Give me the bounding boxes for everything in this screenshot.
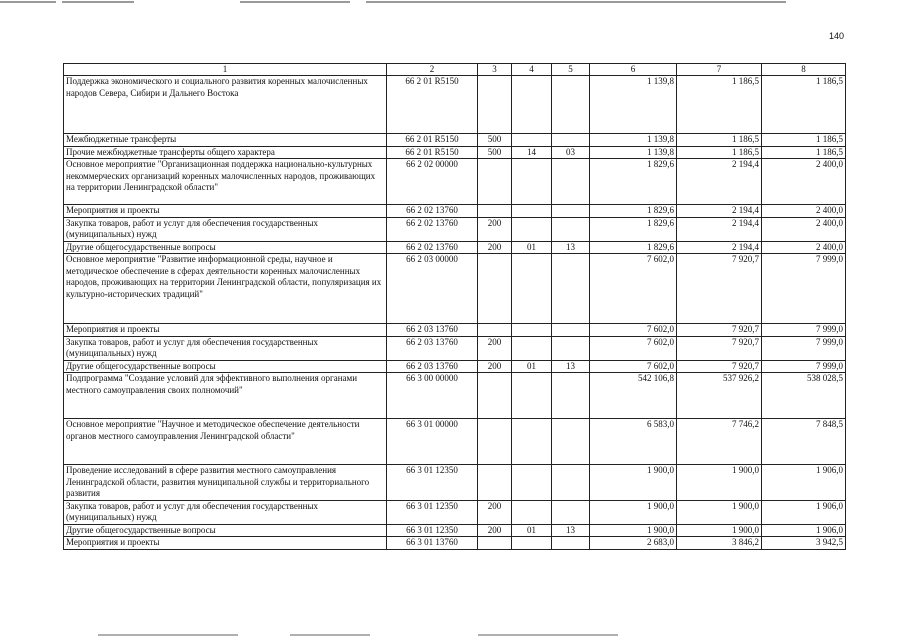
row-expense-type-cell: [478, 159, 512, 205]
row-value-col6: 7 602,0: [590, 324, 677, 337]
row-value-col8: 1 906,0: [762, 465, 846, 501]
row-value-col7: 7 920,7: [677, 254, 762, 324]
row-subsection-cell: [552, 419, 590, 465]
row-value-col7: 7 920,7: [677, 324, 762, 337]
column-header: 8: [762, 64, 846, 76]
row-value-col8: 7 999,0: [762, 254, 846, 324]
row-subsection-cell: 03: [552, 146, 590, 159]
row-value-col8: 7 999,0: [762, 360, 846, 373]
row-section-cell: [512, 254, 552, 324]
row-section-cell: 01: [512, 241, 552, 254]
table-row: [64, 76, 846, 134]
row-expense-type-cell: [478, 254, 512, 324]
row-value-col6: 1 829,6: [590, 159, 677, 205]
table-row: [64, 373, 846, 419]
scan-edge-line: [0, 1, 56, 3]
row-value-col6: 2 683,0: [590, 537, 677, 550]
row-subsection-cell: [552, 336, 590, 360]
row-subsection-cell: [552, 134, 590, 147]
row-value-col7: 2 194,4: [677, 205, 762, 218]
row-value-col7: 3 846,2: [677, 537, 762, 550]
scan-edge-line: [62, 1, 134, 3]
row-section-cell: [512, 373, 552, 419]
row-expense-type-cell: [478, 465, 512, 501]
row-subsection-cell: 13: [552, 241, 590, 254]
row-code-cell: 66 2 02 00000: [387, 159, 478, 205]
row-section-cell: [512, 500, 552, 524]
row-section-cell: [512, 465, 552, 501]
table-row: [64, 524, 846, 537]
row-section-cell: [512, 419, 552, 465]
row-name-cell: Закупка товаров, работ и услуг для обеспечения государственных (муниципальных) нужд: [64, 217, 387, 241]
row-code-cell: 66 3 01 12350: [387, 465, 478, 501]
row-section-cell: [512, 205, 552, 218]
column-header: 5: [552, 64, 590, 76]
row-expense-type-cell: 200: [478, 524, 512, 537]
table-row: [64, 324, 846, 337]
row-name-cell: Другие общегосударственные вопросы: [64, 241, 387, 254]
row-value-col8: 7 848,5: [762, 419, 846, 465]
table-row: [64, 254, 846, 324]
row-expense-type-cell: 200: [478, 241, 512, 254]
header-row: [64, 64, 846, 76]
row-value-col8: 538 028,5: [762, 373, 846, 419]
budget-table: [63, 63, 846, 550]
row-code-cell: 66 2 02 13760: [387, 217, 478, 241]
row-code-cell: 66 2 01 R5150: [387, 76, 478, 134]
row-name-cell: Поддержка экономического и социального развития коренных малочисленных народов Севера, Сибири и Дальнего Востока: [64, 76, 387, 134]
row-value-col8: 7 999,0: [762, 336, 846, 360]
row-code-cell: 66 2 02 13760: [387, 205, 478, 218]
table-row: [64, 537, 846, 550]
row-expense-type-cell: 500: [478, 134, 512, 147]
row-expense-type-cell: 200: [478, 217, 512, 241]
row-value-col7: 1 900,0: [677, 500, 762, 524]
row-subsection-cell: [552, 465, 590, 501]
row-section-cell: [512, 134, 552, 147]
row-value-col7: 2 194,4: [677, 241, 762, 254]
scan-edge-line: [98, 634, 238, 636]
row-code-cell: 66 3 01 00000: [387, 419, 478, 465]
row-value-col8: 2 400,0: [762, 159, 846, 205]
row-name-cell: Основное мероприятие "Организационная поддержка национально-культурных некоммерческих организаций коренных малочисленных народов, проживающих на территории Ленинградской области": [64, 159, 387, 205]
row-name-cell: Подпрограмма "Создание условий для эффективного выполнения органами местного самоуправления своих полномочий": [64, 373, 387, 419]
row-section-cell: [512, 537, 552, 550]
row-value-col6: 1 900,0: [590, 500, 677, 524]
page-number: 140: [829, 31, 845, 41]
table-row: [64, 500, 846, 524]
row-value-col8: 2 400,0: [762, 205, 846, 218]
row-subsection-cell: [552, 373, 590, 419]
row-code-cell: 66 2 03 13760: [387, 360, 478, 373]
row-name-cell: Проведение исследований в сфере развития местного самоуправления Ленинградской области, развития муниципальной службы и территориального развития: [64, 465, 387, 501]
row-value-col7: 7 920,7: [677, 336, 762, 360]
row-value-col7: 1 186,5: [677, 146, 762, 159]
column-header: 7: [677, 64, 762, 76]
row-expense-type-cell: [478, 205, 512, 218]
row-expense-type-cell: [478, 537, 512, 550]
scan-edge-line: [240, 1, 350, 3]
row-section-cell: [512, 336, 552, 360]
row-value-col6: 1 829,6: [590, 217, 677, 241]
row-value-col7: 1 900,0: [677, 524, 762, 537]
row-section-cell: [512, 159, 552, 205]
row-value-col7: 1 900,0: [677, 465, 762, 501]
row-value-col8: 2 400,0: [762, 241, 846, 254]
row-code-cell: 66 2 03 13760: [387, 336, 478, 360]
row-value-col6: 7 602,0: [590, 336, 677, 360]
row-name-cell: Закупка товаров, работ и услуг для обеспечения государственных (муниципальных) нужд: [64, 500, 387, 524]
row-name-cell: Мероприятия и проекты: [64, 537, 387, 550]
row-subsection-cell: [552, 217, 590, 241]
table-row: [64, 419, 846, 465]
row-code-cell: 66 2 03 00000: [387, 254, 478, 324]
row-code-cell: 66 3 01 13760: [387, 537, 478, 550]
row-value-col7: 2 194,4: [677, 217, 762, 241]
row-expense-type-cell: 200: [478, 500, 512, 524]
row-value-col6: 1 829,6: [590, 205, 677, 218]
row-section-cell: 01: [512, 524, 552, 537]
row-name-cell: Закупка товаров, работ и услуг для обеспечения государственных (муниципальных) нужд: [64, 336, 387, 360]
column-header: 2: [387, 64, 478, 76]
table-row: [64, 205, 846, 218]
row-subsection-cell: [552, 254, 590, 324]
row-name-cell: Мероприятия и проекты: [64, 205, 387, 218]
row-value-col7: 2 194,4: [677, 159, 762, 205]
row-expense-type-cell: 200: [478, 336, 512, 360]
row-expense-type-cell: 500: [478, 146, 512, 159]
table-row: [64, 134, 846, 147]
row-expense-type-cell: [478, 324, 512, 337]
scan-edge-line: [290, 634, 370, 636]
row-code-cell: 66 2 01 R5150: [387, 146, 478, 159]
row-section-cell: [512, 217, 552, 241]
row-value-col6: 1 900,0: [590, 465, 677, 501]
row-subsection-cell: [552, 76, 590, 134]
row-value-col6: 1 139,8: [590, 146, 677, 159]
row-name-cell: Основное мероприятие "Научное и методическое обеспечение деятельности органов местного самоуправления Ленинградской области": [64, 419, 387, 465]
row-code-cell: 66 2 01 R5150: [387, 134, 478, 147]
row-value-col8: 7 999,0: [762, 324, 846, 337]
row-name-cell: Основное мероприятие "Развитие информационной среды, научное и методическое обеспечение в сферах деятельности коренных малочисленных народов, проживающих на территории Ленинградской области, популяризация их культурно-исторических традиций": [64, 254, 387, 324]
row-subsection-cell: [552, 324, 590, 337]
row-value-col8: 1 906,0: [762, 500, 846, 524]
row-value-col6: 7 602,0: [590, 360, 677, 373]
table-row: [64, 146, 846, 159]
row-value-col7: 1 186,5: [677, 134, 762, 147]
row-value-col6: 542 106,8: [590, 373, 677, 419]
row-value-col8: 1 186,5: [762, 146, 846, 159]
row-value-col8: 1 906,0: [762, 524, 846, 537]
row-code-cell: 66 3 00 00000: [387, 373, 478, 419]
row-value-col7: 537 926,2: [677, 373, 762, 419]
row-subsection-cell: [552, 500, 590, 524]
row-code-cell: 66 3 01 12350: [387, 500, 478, 524]
row-name-cell: Прочие межбюджетные трансферты общего характера: [64, 146, 387, 159]
scan-edge-line: [366, 1, 786, 3]
row-value-col6: 7 602,0: [590, 254, 677, 324]
row-section-cell: [512, 324, 552, 337]
row-value-col8: 1 186,5: [762, 76, 846, 134]
row-subsection-cell: 13: [552, 524, 590, 537]
row-value-col7: 1 186,5: [677, 76, 762, 134]
row-value-col7: 7 746,2: [677, 419, 762, 465]
table-row: [64, 241, 846, 254]
row-value-col6: 1 139,8: [590, 76, 677, 134]
table-row: [64, 159, 846, 205]
table-row: [64, 360, 846, 373]
row-code-cell: 66 2 02 13760: [387, 241, 478, 254]
row-section-cell: 01: [512, 360, 552, 373]
row-section-cell: 14: [512, 146, 552, 159]
row-value-col8: 2 400,0: [762, 217, 846, 241]
table-row: [64, 336, 846, 360]
row-value-col7: 7 920,7: [677, 360, 762, 373]
row-section-cell: [512, 76, 552, 134]
row-subsection-cell: 13: [552, 360, 590, 373]
scan-edge-line: [478, 634, 618, 636]
row-expense-type-cell: 200: [478, 360, 512, 373]
row-name-cell: Мероприятия и проекты: [64, 324, 387, 337]
row-subsection-cell: [552, 205, 590, 218]
row-expense-type-cell: [478, 419, 512, 465]
row-value-col6: 1 900,0: [590, 524, 677, 537]
table-row: [64, 217, 846, 241]
table-row: [64, 465, 846, 501]
row-code-cell: 66 2 03 13760: [387, 324, 478, 337]
row-name-cell: Другие общегосударственные вопросы: [64, 360, 387, 373]
column-header: 6: [590, 64, 677, 76]
row-subsection-cell: [552, 159, 590, 205]
row-expense-type-cell: [478, 76, 512, 134]
row-value-col8: 1 186,5: [762, 134, 846, 147]
row-subsection-cell: [552, 537, 590, 550]
row-value-col8: 3 942,5: [762, 537, 846, 550]
row-value-col6: 6 583,0: [590, 419, 677, 465]
row-value-col6: 1 829,6: [590, 241, 677, 254]
row-value-col6: 1 139,8: [590, 134, 677, 147]
row-expense-type-cell: [478, 373, 512, 419]
column-header: 3: [478, 64, 512, 76]
column-header: 4: [512, 64, 552, 76]
row-code-cell: 66 3 01 12350: [387, 524, 478, 537]
column-header: 1: [64, 64, 387, 76]
row-name-cell: Другие общегосударственные вопросы: [64, 524, 387, 537]
row-name-cell: Межбюджетные трансферты: [64, 134, 387, 147]
